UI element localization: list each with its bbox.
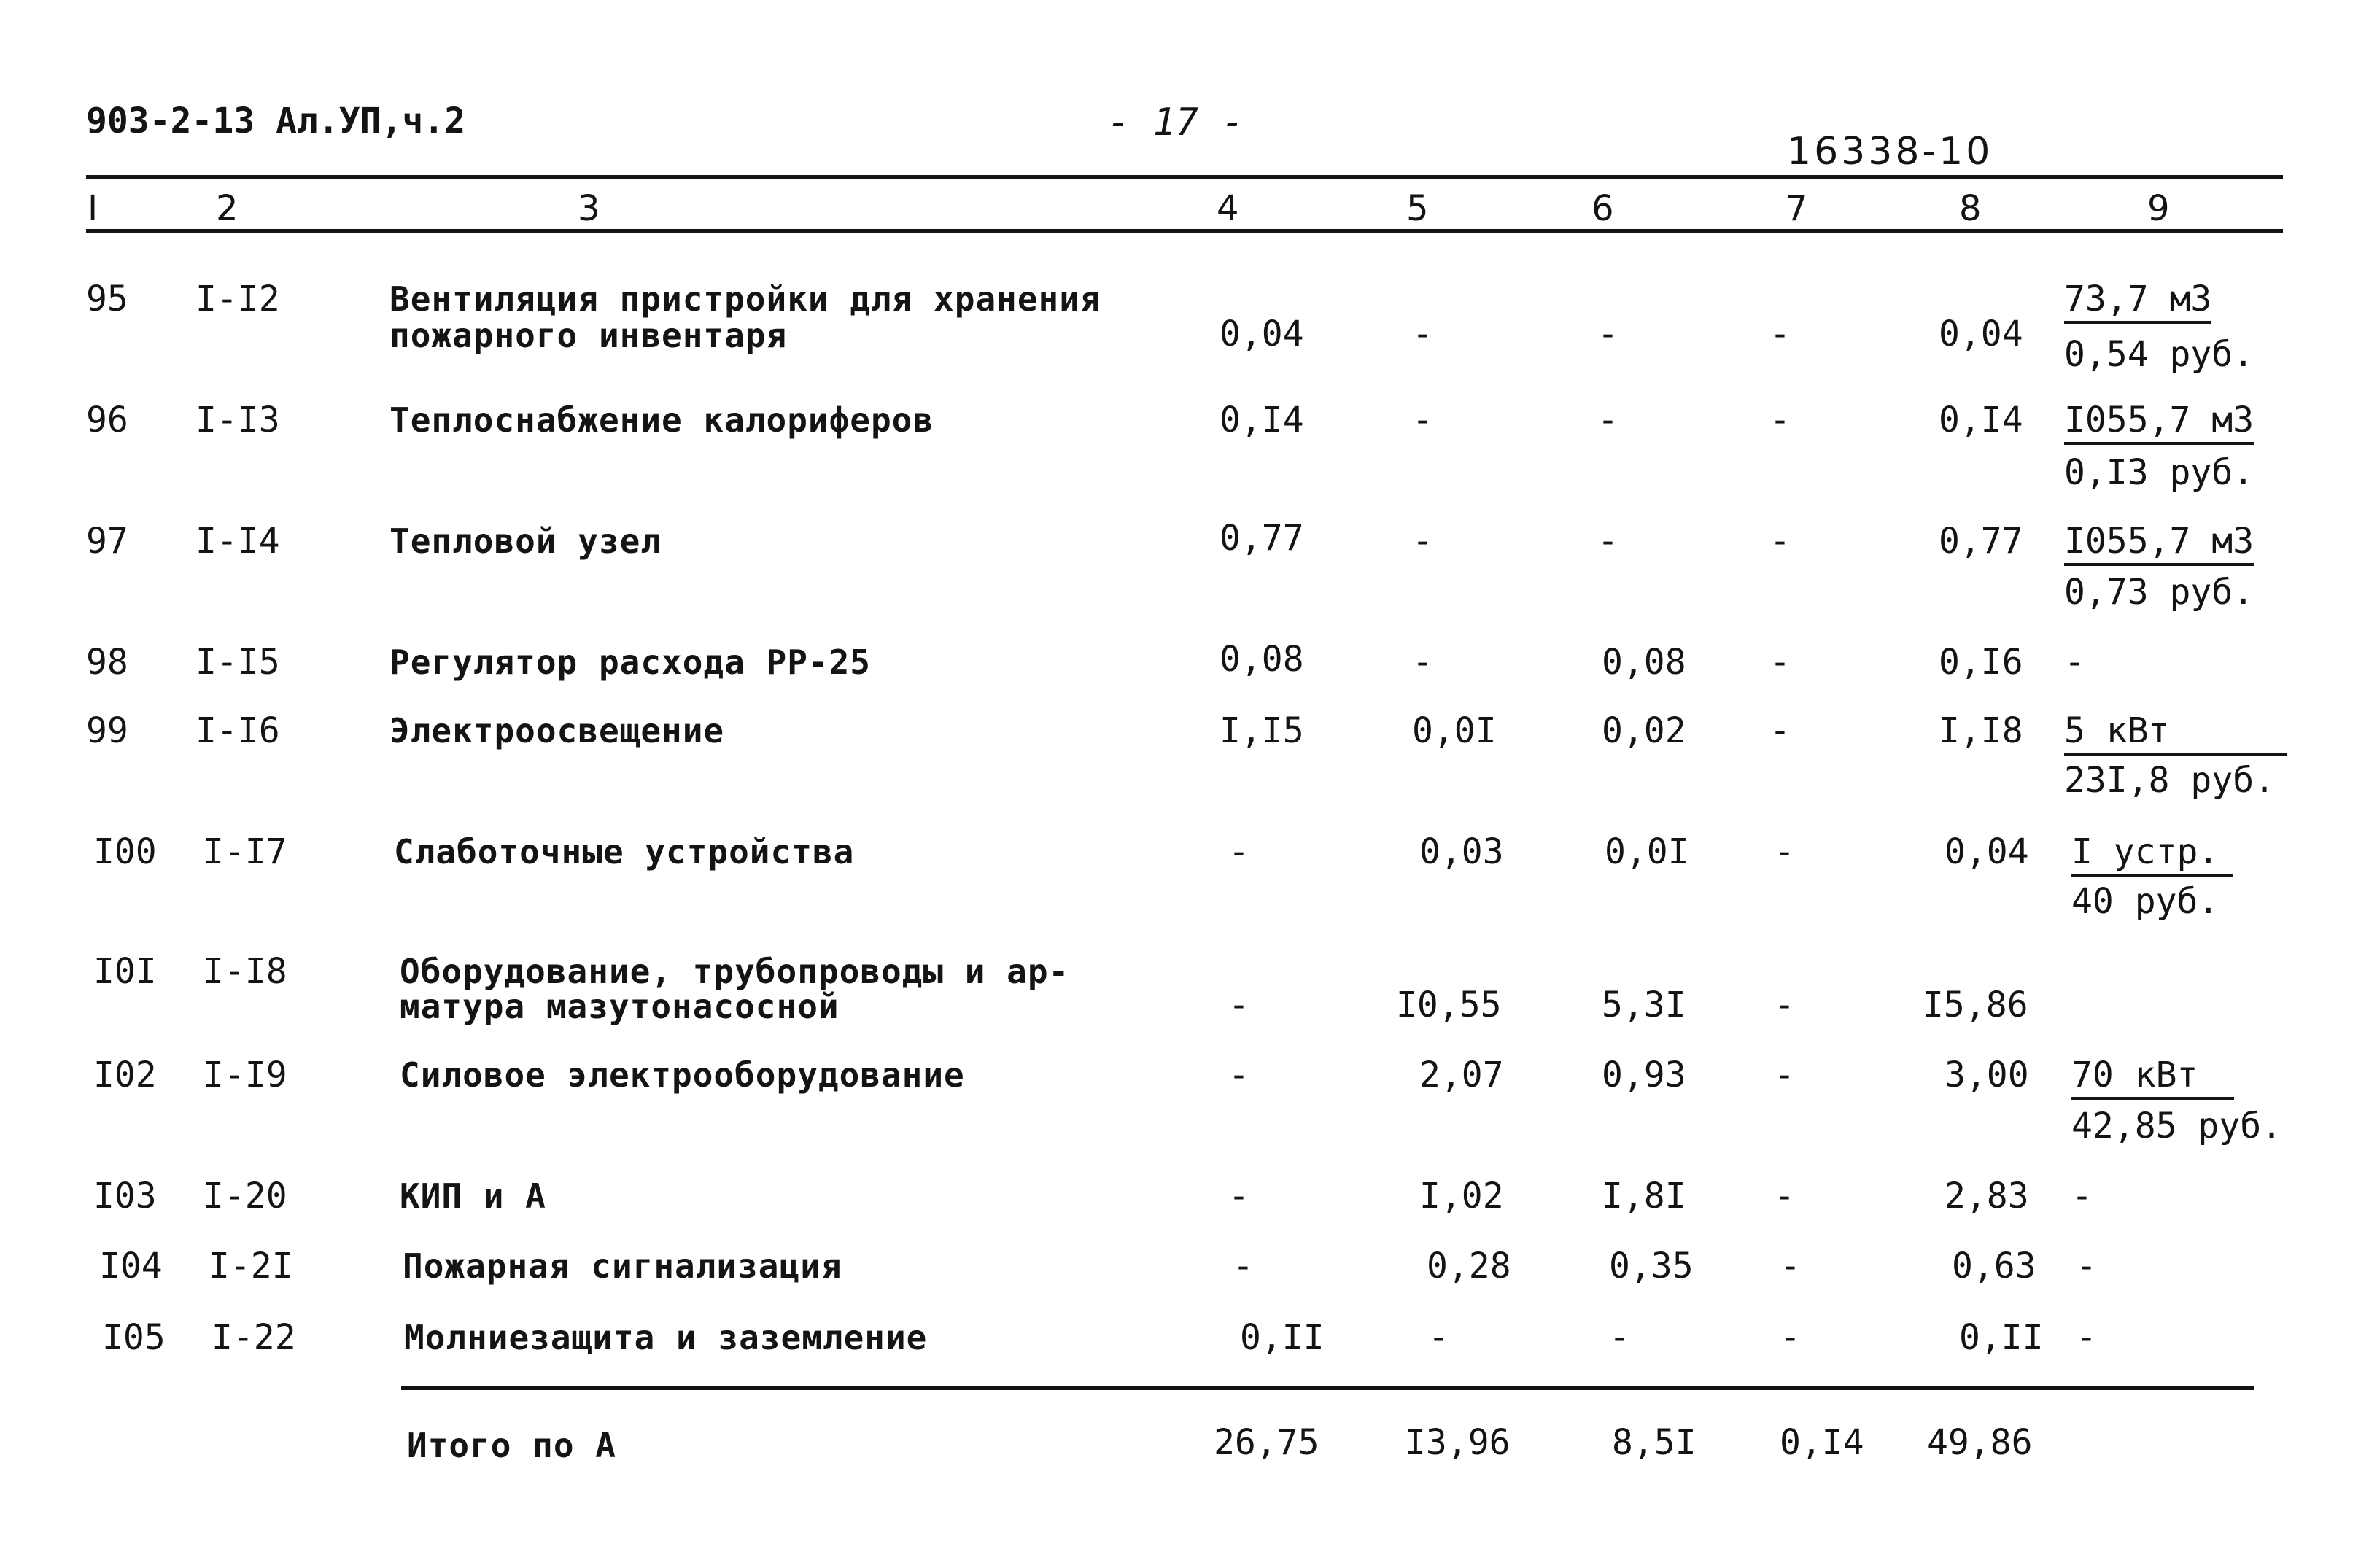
row-name-line-2: матура мазутонасосной [400,987,840,1026]
row-name-line-1: Электроосвещение [389,711,725,750]
row-number: I05 [102,1317,166,1358]
cell-col9-quantity: - [2076,1317,2097,1358]
cell-col9-quantity: - [2071,1176,2093,1216]
row-name-line-1: Теплоснабжение калориферов [389,400,934,440]
cell-col9-quantity: - [2064,642,2085,683]
column-header-3: 3 [578,188,600,229]
cell-col7: - [1769,400,1791,440]
cell-col5: I,02 [1419,1176,1504,1216]
row-code: I-I5 [195,642,280,683]
cell-col9-cost: 0,I3 руб. [2064,452,2254,493]
cell-col6: 5,3I [1602,985,1686,1025]
row-number: 99 [86,710,128,751]
cell-col4: I,I5 [1220,710,1304,751]
row-number: I02 [93,1055,157,1095]
cell-col9-quantity: I устр. [2071,831,2233,877]
cell-col8: I,I8 [1939,710,2023,751]
total-separator-rule [401,1386,2254,1390]
cell-col6: 0,02 [1602,710,1686,751]
cell-col8: 3,00 [1945,1055,2029,1095]
row-code: I-I7 [203,831,287,872]
cell-col9-quantity: 70 кВт [2071,1055,2234,1100]
row-name-line-1: КИП и А [400,1176,546,1216]
cell-col4: 0,II [1240,1317,1325,1358]
cell-col7: - [1774,831,1795,872]
row-code: I-22 [212,1317,296,1358]
total-label: Итого по А [407,1426,616,1465]
row-name-line-1: Тепловой узел [389,521,662,561]
row-name-line-1: Молниезащита и заземление [404,1318,928,1357]
cell-col4: - [1233,1246,1254,1286]
cell-col9-quantity: I055,7 м3 [2064,400,2254,445]
cell-col5: - [1428,1317,1449,1358]
row-number: I03 [93,1176,157,1216]
cell-col7: - [1769,521,1791,562]
cell-col4: - [1228,831,1249,872]
cell-col7: - [1769,314,1791,354]
column-header-7: 7 [1786,188,1808,229]
row-code: I-I3 [195,400,280,440]
total-col5: I3,96 [1405,1422,1511,1463]
cell-col6: 0,0I [1605,831,1689,872]
row-number: 95 [86,279,128,319]
cell-col5: 2,07 [1419,1055,1504,1095]
cell-col4: - [1228,985,1249,1025]
row-name-line-1: Силовое электрооборудование [400,1055,965,1095]
row-name-line-1: Пожарная сигнализация [403,1246,842,1286]
cell-col5: 0,03 [1419,831,1504,872]
cell-col9-quantity: 5 кВт [2064,710,2287,756]
cell-col6: 0,08 [1602,642,1686,683]
cell-col5: 0,0I [1412,710,1497,751]
row-code: I-I8 [203,951,287,992]
cell-col8: 0,II [1959,1317,2044,1358]
header-top-rule [86,175,2283,179]
cell-col6: I,8I [1602,1176,1686,1216]
cell-col7: - [1774,1055,1795,1095]
cell-col6: - [1597,521,1618,562]
cell-col7: - [1769,710,1791,751]
cell-col9-quantity: - [2076,1246,2097,1286]
cell-col9-cost: 40 руб. [2071,881,2219,922]
cell-col5: - [1412,400,1433,440]
cell-col6: - [1609,1317,1630,1358]
cell-col5: I0,55 [1396,985,1502,1025]
cell-col5: 0,28 [1427,1246,1511,1286]
column-header-9: 9 [2147,188,2170,229]
column-header-1: I [88,188,98,229]
cell-col4: 0,08 [1220,639,1304,680]
cell-col7: - [1780,1246,1801,1286]
cell-col9-cost: 0,73 руб. [2064,572,2254,613]
row-number: 96 [86,400,128,440]
column-header-6: 6 [1591,188,1614,229]
row-code: I-2I [209,1246,293,1286]
total-col8: 49,86 [1927,1422,2033,1463]
cell-col8: 0,04 [1939,314,2023,354]
row-code: I-20 [203,1176,287,1216]
cell-col8: 0,04 [1945,831,2029,872]
column-header-4: 4 [1217,188,1239,229]
cell-col6: - [1597,400,1618,440]
cell-col4: 0,77 [1220,518,1304,559]
total-col6: 8,5I [1612,1422,1697,1463]
row-number: I0I [93,951,157,992]
row-number: I04 [99,1246,163,1286]
column-header-5: 5 [1406,188,1429,229]
header-bottom-rule [86,229,2283,233]
cell-col8: 0,63 [1952,1246,2036,1286]
cell-col9-quantity: 73,7 м3 [2064,279,2211,324]
cell-col8: 2,83 [1945,1176,2029,1216]
column-header-2: 2 [216,188,239,229]
cell-col9-cost: 42,85 руб. [2071,1106,2282,1146]
total-col7: 0,I4 [1780,1422,1864,1463]
row-code: I-I9 [203,1055,287,1095]
row-name-line-1: Регулятор расхода РР-25 [389,643,871,682]
cell-col4: 0,04 [1220,314,1304,354]
row-code: I-I4 [195,521,280,562]
cell-col9-quantity: I055,7 м3 [2064,521,2254,566]
cell-col8: 0,I4 [1939,400,2023,440]
document-code: 903-2-13 Ал.УП,ч.2 [86,101,466,141]
row-name-line-1: Вентиляция пристройки для хранения [389,279,1101,319]
row-name-line-1: Оборудование, трубопроводы и ар- [400,952,1070,991]
cell-col4: - [1228,1055,1249,1095]
cell-col6: 0,35 [1609,1246,1694,1286]
row-number: 98 [86,642,128,683]
cell-col6: 0,93 [1602,1055,1686,1095]
archive-number: 16338-10 [1787,130,1993,174]
row-code: I-I6 [195,710,280,751]
row-name-line-2: пожарного инвентаря [389,316,788,355]
cell-col8: I5,86 [1923,985,2028,1025]
row-code: I-I2 [195,279,280,319]
cell-col5: - [1412,521,1433,562]
cell-col5: - [1412,314,1433,354]
total-col4: 26,75 [1214,1422,1319,1463]
cell-col5: - [1412,642,1433,683]
cell-col4: 0,I4 [1220,400,1304,440]
cell-col7: - [1769,642,1791,683]
cell-col8: 0,I6 [1939,642,2023,683]
row-name-line-1: Слаботочные устройства [394,832,855,872]
cell-col8: 0,77 [1939,521,2023,562]
cell-col7: - [1780,1317,1801,1358]
row-number: 97 [86,521,128,562]
cell-col7: - [1774,985,1795,1025]
cell-col9-cost: 23I,8 руб. [2064,760,2275,801]
cell-col4: - [1228,1176,1249,1216]
cell-col7: - [1774,1176,1795,1216]
page-number: - 17 - [1107,101,1244,144]
column-header-8: 8 [1959,188,1982,229]
cell-col9-cost: 0,54 руб. [2064,334,2254,375]
cell-col6: - [1597,314,1618,354]
row-number: I00 [93,831,157,872]
